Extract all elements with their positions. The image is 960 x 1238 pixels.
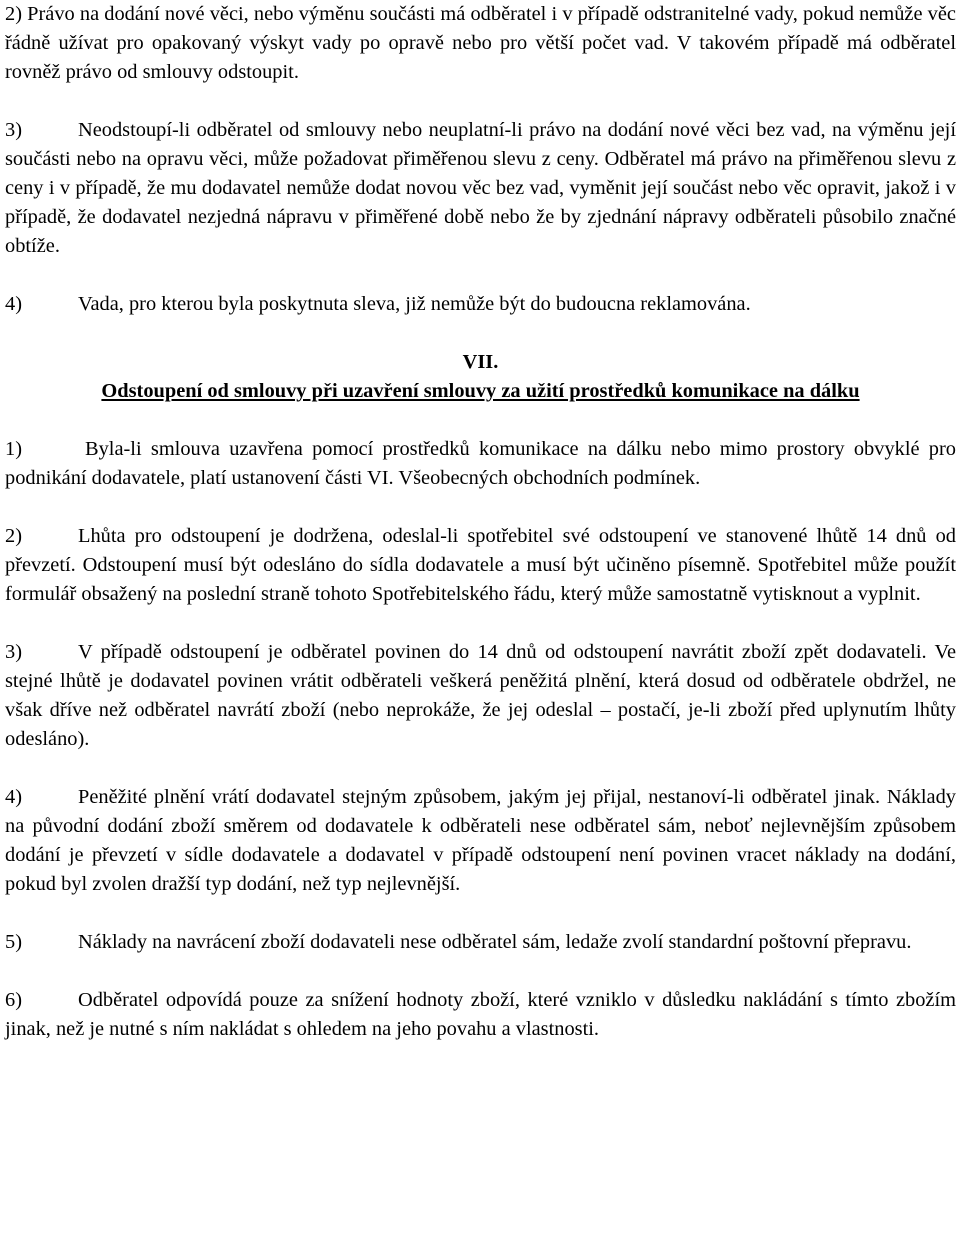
paragraph-vii-5 [5, 928, 956, 957]
paragraph-text: Odběratel odpovídá pouze za snížení hodnoty zboží, které vzniklo v důsledku nakládání s tímto zbožím jinak, než je nutné s ním nakládat s ohledem na jeho povahu a vlastnosti. [5, 989, 956, 1040]
section-number: VII. [462, 351, 499, 373]
paragraph-vii-4 [5, 783, 956, 899]
paragraph-number: 4) [5, 293, 22, 315]
paragraph-number: 5) [5, 931, 22, 953]
paragraph-vi-2 [5, 0, 956, 87]
paragraph-text: Lhůta pro odstoupení je dodržena, odeslal-li spotřebitel své odstoupení ve stanovené lhůtě 14 dnů od převzetí. Odstoupení musí být odesláno do sídla dodavatele a musí být učiněno písemně. Spotřebitel může použít formulář obsažený na poslední straně tohoto Spotřebitelského řádu, který může samostatně vytisknout a vyplnit. [5, 525, 956, 605]
paragraph-number: 1) [5, 438, 22, 460]
paragraph-vii-3 [5, 638, 956, 754]
paragraph-text: V případě odstoupení je odběratel povinen do 14 dnů od odstoupení navrátit zboží zpět dodavateli. Ve stejné lhůtě je dodavatel povinen vrátit odběrateli veškerá peněžitá plnění, která dosud od odběratele obdržel, ne však dříve než odběratel navrátí zboží (nebo neprokáže, že jej odeslal – postačí, je-li zboží před uplynutím lhůty odesláno). [5, 641, 956, 750]
paragraph-number: 2) [5, 3, 22, 25]
paragraph-vii-6 [5, 986, 956, 1044]
paragraph-number: 2) [5, 525, 22, 547]
paragraph-text: Peněžité plnění vrátí dodavatel stejným způsobem, jakým jej přijal, nestanoví-li odběratel jinak. Náklady na původní dodání zboží směrem od dodavatele k odběrateli nese odběratel sám, neboť nejlevnějším způsobem dodání je převzetí v sídle dodavatele a dodavatel v případě odstoupení není povinen vracet náklady na dodání, pokud byl zvolen dražší typ dodání, než typ nejlevnější. [5, 786, 956, 895]
paragraph-number: 3) [5, 641, 22, 663]
paragraph-vi-4 [5, 290, 956, 319]
document-page [5, 0, 956, 1073]
paragraph-vii-1 [5, 435, 956, 493]
paragraph-number: 4) [5, 786, 22, 808]
paragraph-number: 3) [5, 119, 22, 141]
section-title: Odstoupení od smlouvy při uzavření smlouvy za užití prostředků komunikace na dálku [101, 380, 860, 402]
paragraph-number: 6) [5, 989, 22, 1011]
paragraph-text: Neodstoupí-li odběratel od smlouvy nebo neuplatní-li právo na dodání nové věci bez vad, na výměnu její součásti nebo na opravu věci, může požadovat přiměřenou slevu z ceny. Odběratel má právo na přiměřenou slevu z ceny i v případě, že mu dodavatel nemůže dodat novou věc bez vad, vyměnit její součást nebo věc opravit, jakož i v případě, že dodavatel nezjedná nápravu v přiměřené době nebo že by zjednání nápravy odběrateli působilo značné obtíže. [5, 119, 956, 257]
paragraph-vii-2 [5, 522, 956, 609]
paragraph-vi-3 [5, 116, 956, 261]
paragraph-text: Náklady na navrácení zboží dodavateli nese odběratel sám, ledaže zvolí standardní poštovní přepravu. [78, 931, 912, 953]
paragraph-text: Byla-li smlouva uzavřena pomocí prostředků komunikace na dálku nebo mimo prostory obvyklé pro podnikání dodavatele, platí ustanovení části VI. Všeobecných obchodních podmínek. [5, 438, 956, 489]
paragraph-text: Vada, pro kterou byla poskytnuta sleva, již nemůže být do budoucna reklamována. [78, 293, 751, 315]
paragraph-text: Právo na dodání nové věci, nebo výměnu součásti má odběratel i v případě odstranitelné vady, pokud nemůže věc řádně užívat pro opakovaný výskyt vady po opravě nebo pro větší počet vad. V takovém případě má odběratel rovněž právo od smlouvy odstoupit. [5, 3, 956, 83]
